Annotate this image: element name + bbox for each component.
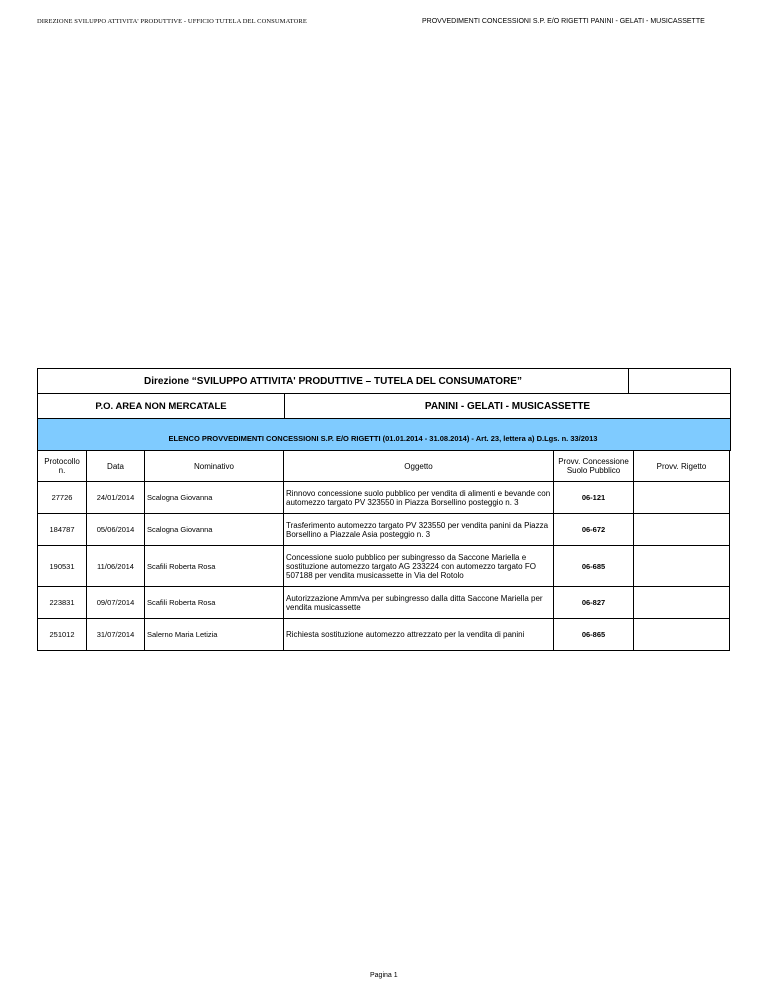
page-footer: Pagina 1 (370, 972, 398, 979)
cell-protocollo: 27726 (38, 482, 87, 514)
col-concessione: Provv. Concessione Suolo Pubblico (554, 451, 634, 482)
col-oggetto: Oggetto (284, 451, 554, 482)
col-data: Data (87, 451, 145, 482)
col-rigetto: Provv. Rigetto (634, 451, 730, 482)
cell-oggetto: Autorizzazione Amm/va per subingresso dalla ditta Saccone Mariella per vendita musicassette (284, 587, 554, 619)
cell-concessione: 06-685 (554, 546, 634, 587)
cell-data: 24/01/2014 (87, 482, 145, 514)
table-row (38, 587, 730, 619)
cell-concessione: 06-865 (554, 619, 634, 651)
cell-nominativo: Scafili Roberta Rosa (145, 587, 284, 619)
cell-data: 31/07/2014 (87, 619, 145, 651)
po-label: P.O. AREA NON MERCATALE (38, 394, 285, 418)
title-box (37, 368, 731, 419)
cell-oggetto: Rinnovo concessione suolo pubblico per vendita di alimenti e bevande con automezzo targato PV 323550 in Piazza Borsellino posteggio n. 3 (284, 482, 554, 514)
header-left: DIREZIONE SVILUPPO ATTIVITA' PRODUTTIVE - UFFICIO TUTELA DEL CONSUMATORE (37, 18, 307, 25)
cell-nominativo: Salerno Maria Letizia (145, 619, 284, 651)
cell-rigetto (634, 619, 730, 651)
cell-rigetto (634, 514, 730, 546)
cell-nominativo: Scalogna Giovanna (145, 514, 284, 546)
category-label: PANINI - GELATI - MUSICASSETTE (424, 400, 591, 412)
cell-oggetto: Trasferimento automezzo targato PV 323550 per vendita panini da Piazza Borsellino a Piazzale Asia posteggio n. 3 (284, 514, 554, 546)
cell-concessione: 06-827 (554, 587, 634, 619)
col-protocollo: Protocollo n. (38, 451, 87, 482)
cell-protocollo: 184787 (38, 514, 87, 546)
cell-protocollo: 251012 (38, 619, 87, 651)
provvedimenti-table (37, 450, 730, 651)
table-row (38, 546, 730, 587)
table-row (38, 514, 730, 546)
title-row (38, 369, 730, 394)
cell-oggetto: Concessione suolo pubblico per subingresso da Saccone Mariella e sostituzione automezzo targato AG 233224 con automezzo targato FO 507188 per vendita musicassette in Via del Rotolo (284, 546, 554, 587)
table-row (38, 482, 730, 514)
cell-data: 11/06/2014 (87, 546, 145, 587)
cell-concessione: 06-672 (554, 514, 634, 546)
cell-nominativo: Scalogna Giovanna (145, 482, 284, 514)
cell-rigetto (634, 482, 730, 514)
table-row (38, 619, 730, 651)
cell-rigetto (634, 587, 730, 619)
table-header-row (38, 451, 730, 482)
direzione-title: Direzione “SVILUPPO ATTIVITA' PRODUTTIVE – TUTELA DEL CONSUMATORE” (38, 369, 629, 393)
elenco-title: ELENCO PROVVEDIMENTI CONCESSIONI S.P. E/O RIGETTI (01.01.2014 - 31.08.2014) - Art. 23, lettera a) D.Lgs. n. 33/2013 (168, 434, 598, 443)
cell-nominativo: Scafili Roberta Rosa (145, 546, 284, 587)
cell-protocollo: 190531 (38, 546, 87, 587)
cell-data: 05/06/2014 (87, 514, 145, 546)
header-right: PROVVEDIMENTI CONCESSIONI S.P. E/O RIGETTI PANINI - GELATI - MUSICASSETTE (422, 18, 705, 25)
cell-oggetto: Richiesta sostituzione automezzo attrezzato per la vendita di panini (284, 619, 554, 651)
subtitle-row (38, 394, 730, 418)
cell-concessione: 06-121 (554, 482, 634, 514)
col-nominativo: Nominativo (145, 451, 284, 482)
cell-rigetto (634, 546, 730, 587)
cell-data: 09/07/2014 (87, 587, 145, 619)
cell-protocollo: 223831 (38, 587, 87, 619)
